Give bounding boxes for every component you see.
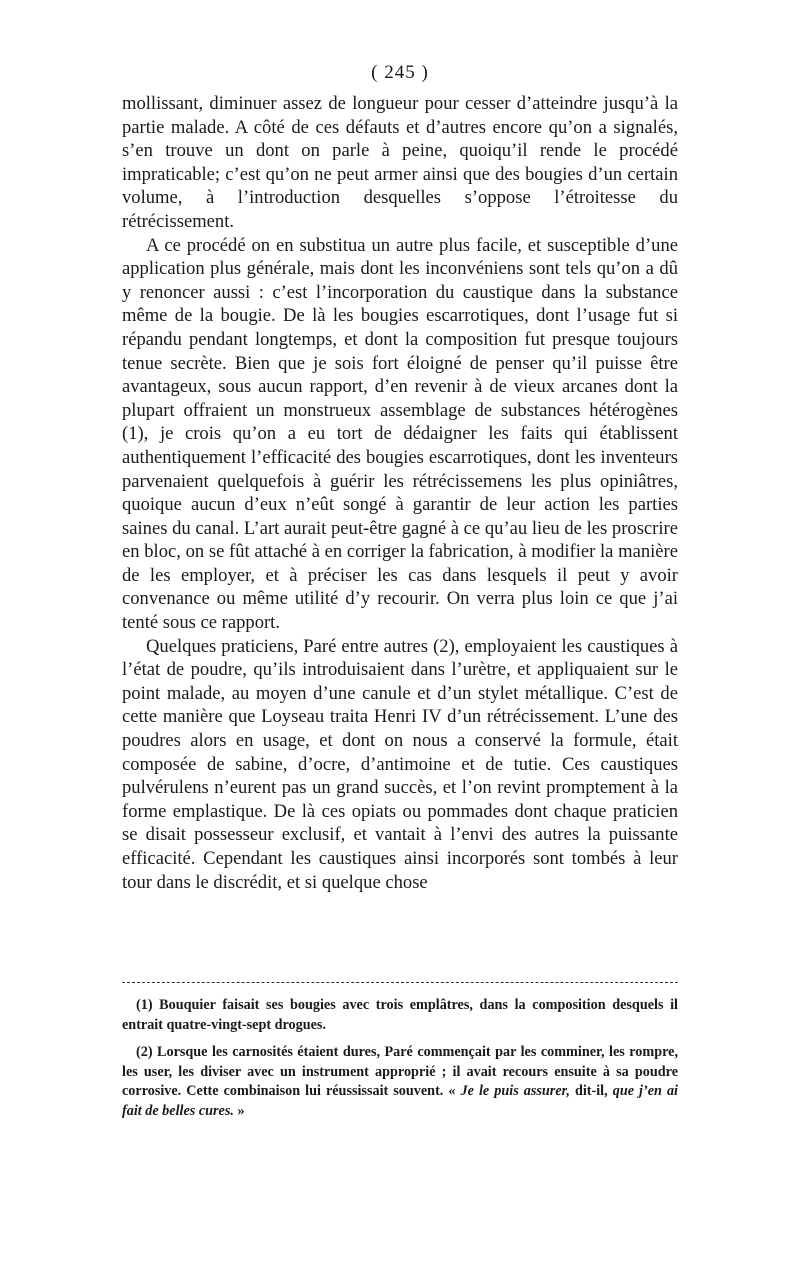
paragraph-2: A ce procédé on en substitua un autre plus facile, et susceptible d’une application plus générale, mais dont les inconvéniens sont tels qu’on a dû y renoncer aussi : c’est l’incorporation du caustique dans la substance même de la bougie. De là les bougies escarrotiques, dont l’usage fut si répandu pendant longtemps, et dont la composition fut presque toujours tenue secrète. Bien que je sois fort éloigné de penser qu’il puisse être avantageux, sous aucun rapport, d’en revenir à de vieux arcanes dont la plupart offraient un monstrueux assemblage de substances hétérogènes (1), je crois qu’on a eu tort de dédaigner les faits qui établissent authentiquement l’efficacité des bougies escarrotiques, dont les inventeurs parvenaient quelquefois à guérir les rétrécissemens les plus opiniâtres, quoique aucun d’eux n’eût songé à garantir de leur action les parties saines du canal. L’art aurait peut-être gagné à ce qu’au lieu de les proscrire en bloc, on se fût attaché à en corriger la fabrication, à modifier la manière de les employer, et à préciser les cas dans lesquels il peut y avoir convenance ou même utilité d’y recourir. On verra plus loin ce que j’ai tenté sous ce rapport.: [122, 234, 678, 634]
page-number: ( 245 ): [371, 62, 429, 83]
footnote-2: [122, 1043, 678, 1121]
footnote-2-mid: dit-il,: [569, 1083, 613, 1100]
footnotes: [122, 996, 678, 1130]
paragraph-1: mollissant, diminuer assez de longueur pour cesser d’atteindre jusqu’à la partie malade. A côté de ces défauts et d’autres encore qu’on a signalés, s’en trouve un dont on parle à peine, quoiqu’il rende le procédé impraticable; c’est qu’on ne peut armer ainsi que des bougies d’un certain volume, à l’introduction desquelles s’oppose l’étroitesse du rétrécissement.: [122, 93, 678, 232]
paragraph-3: Quelques praticiens, Paré entre autres (2), employaient les caustiques à l’état de poudre, qu’ils introduisaient dans l’urètre, et appliquaient sur le point malade, au moyen d’une canule et d’un stylet métallique. C’est de cette manière que Loyseau traita Henri IV d’un rétrécissement. L’une des poudres alors en usage, et dont on nous a conservé la formule, était composée de sabine, d’ocre, d’antimoine et de tutie. Ces caustiques pulvérulens n’eurent pas un grand succès, et l’on revint promptement à la forme emplastique. De là ces opiats ou pommades dont chaque praticien se disait possesseur exclusif, et vantait à l’envi des autres la puissante efficacité. Cependant les caustiques ainsi incorporés sont tombés à leur tour dans le discrédit, et si quelque chose: [122, 635, 678, 893]
footnote-2-text: (2) Lorsque les carnosités étaient dures, Paré commençait par les comminer, les rompre, les user, les diviser avec un instrument approprié ; il avait recours ensuite à sa poudre corrosive. Cette combinaison lui réussissait souvent. «: [122, 1044, 678, 1100]
footnote-2-end: »: [233, 1102, 245, 1119]
footnote-2-quote: Je le puis assurer,: [460, 1083, 570, 1100]
footnote-separator: [122, 982, 678, 983]
main-text: [122, 92, 678, 894]
footnote-2-quote-2: que j’en ai fait de belles cures.: [122, 1083, 678, 1119]
footnote-1: (1) Bouquier faisait ses bougies avec trois emplâtres, dans la composition desquels il entrait quatre-vingt-sept drogues.: [122, 997, 678, 1033]
